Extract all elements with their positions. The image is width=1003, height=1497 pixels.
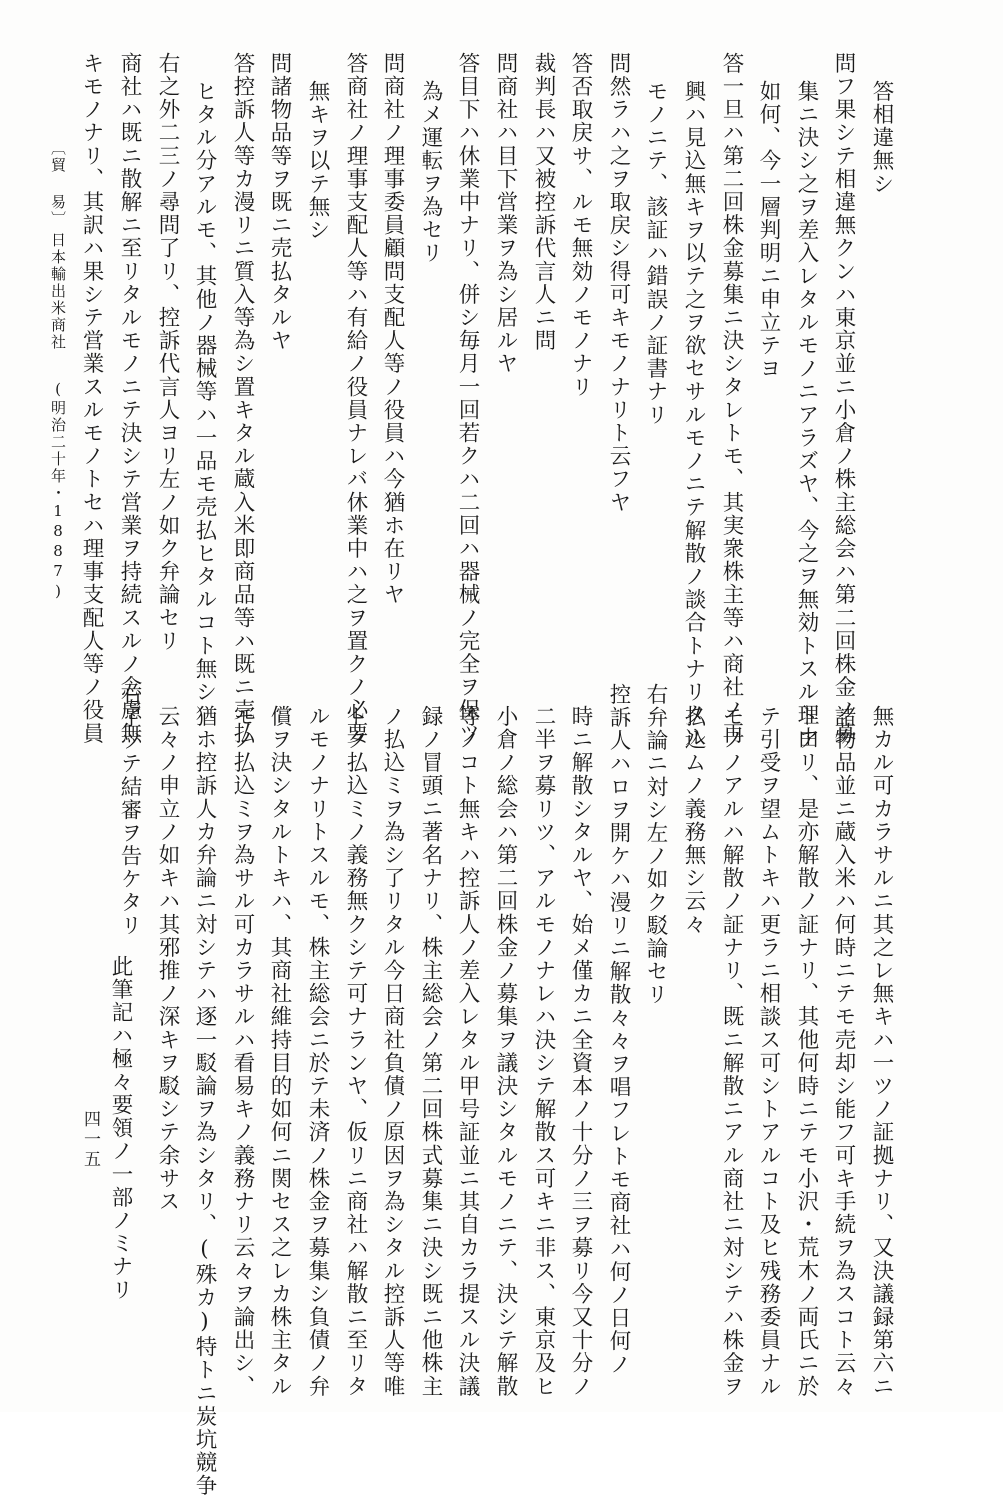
upper-line: 為メ運転ヲ為セリ [418,80,443,265]
running-head-company: 日本輸出米商社 [49,232,67,351]
lower-line: 償ヲ決シタルトキハ、其商社維持目的如何ニ関セス之レカ株主タル [267,705,292,1398]
upper-line: 問フ果シテ相違無クンハ東京並ニ小倉ノ株主総会ハ第二回株金ノ募 [831,52,856,745]
upper-line: 答目下ハ休業中ナリ、併シ毎月一回若クハ二回ハ器械ノ完全ヲ保ツ [455,52,480,745]
upper-line: 答控訴人等カ漫リニ質入等為シ置キタル蔵入米即商品等ハ既ニ売払 [230,52,255,745]
lower-line: 無カル可カラサルニ其之レ無キハ一ツノ証拠ナリ、又決議録第六ニ [869,705,894,1398]
upper-line: 答商社ノ理事支配人等ハ有給ノ役員ナレバ休業中ハ之ヲ置クノ必要 [343,52,368,745]
page-number: 四一五 [80,1110,100,1170]
upper-line: 商社ハ既ニ散解ニ至リタルモノニテ決シテ営業ヲ持続スルノ念慮無 [117,52,142,745]
lower-line: 時ニ解散シタルヤ、始メ僅カニ全資本ノ十分ノ三ヲ募リ今又十分ノ [568,705,593,1398]
lower-line: テ引受ヲ望ムトキハ更ラニ相談ス可シトアルコト及ヒ残務委員ナル [756,705,781,1398]
upper-line: 問商社ノ理事委員顧問支配人等ノ役員ハ今猶ホ在リヤ [380,52,405,607]
lower-line: モノノアルハ解散ノ証ナリ、既ニ解散ニアル商社ニ対シテハ株金ヲ [719,705,744,1398]
upper-line: 答一旦ハ第二回株金募集ニ決シタレトモ、其実衆株主等ハ商社ノ再 [719,52,744,745]
lower-line: ノ払込ミヲ為シ了リタル今日商社負債ノ原因ヲ為シタル控訴人等唯 [380,705,405,1398]
upper-line: 答相違無シ [869,80,894,196]
lower-line: 小倉ノ総会ハ第二回株金ノ募集ヲ議決シタルモノニテ、決シテ解散 [493,705,518,1398]
lower-line: モノ払込ミヲ為サル可カラサルハ看易キノ義務ナリ云々ヲ論出シ、 [230,705,255,1398]
upper-line: 答否取戻サ、ルモ無効ノモノナリ [568,52,593,399]
lower-line: トク払込ミノ義務無クシテ可ナランヤ、仮リニ商社ハ解散ニ至リタ [343,705,368,1398]
lower-line: 云々ノ申立ノ如キハ其邪推ノ深キヲ駁シテ余サス [155,705,180,1214]
lower-line: 猶ホ控訴人カ弁論ニ対シテハ逐一駁論ヲ為シタリ、(殊カ)特トニ炭坑競争 [192,705,217,1497]
lower-line: ルモノナリトスルモ、株主総会ニ於テ未済ノ株金ヲ募集シ負債ノ弁 [305,705,330,1398]
running-head-section: 〔貿 易〕 [49,140,67,228]
upper-line: 問然ラハ之ヲ取戻シ得可キモノナリト云フヤ [606,52,631,514]
upper-line: モノニテ、該証ハ錯誤ノ証書ナリ [643,80,668,427]
upper-line: キモノナリ、其訳ハ果シテ営業スルモノトセハ理事支配人等ノ役員 [79,52,104,745]
lower-line: 控訴人ハロヲ開ケハ漫リニ解散々々ヲ唱フレトモ商社ハ何ノ日何ノ [606,683,631,1376]
lower-line: 諸物品並ニ蔵入米ハ何時ニテモ売却シ能フ可キ手続ヲ為スコト云々 [831,705,856,1398]
closing-note: 此筆記ハ極々要領ノ一部ノミナリ [108,955,133,1302]
lower-line: 右弁論ニ対シ左ノ如ク駁論セリ [643,683,668,1007]
upper-line: 問諸物品等ヲ既ニ売払タルヤ [267,52,292,353]
upper-line: 如何、今一層判明ニ申立テヨ [756,80,781,381]
upper-line: 興ハ見込無キヲ以テ之ヲ欲セサルモノニテ解散ノ談合トナリタル [681,80,706,750]
lower-line: 録ノ冒頭ニ著名ナリ、株主総会ノ第二回株式募集ニ決シ既ニ他株主 [418,705,443,1398]
upper-line: ヒタル分アルモ、其他ノ器械等ハ一品モ売払ヒタルコト無シ [192,80,217,704]
lower-line: 等ノコト無キハ控訴人ノ差入レタル甲号証並ニ其自カラ提スル決議 [455,705,480,1398]
upper-line: 問商社ハ目下営業ヲ為シ居ルヤ [493,52,518,376]
lower-line: 右了ツテ結審ヲ告ケタリ [117,683,142,938]
upper-line: 右之外二三ノ尋問了リ、控訴代言人ヨリ左ノ如ク弁論セリ [155,52,180,653]
lower-line: トアリ、是亦解散ノ証ナリ、其他何時ニテモ小沢・荒木ノ両氏ニ於 [794,705,819,1398]
upper-line: 集ニ決シ之ヲ差入レタルモノニアラズヤ、今之ヲ無効トスル理由 [794,80,819,750]
upper-line: 無キヲ以テ無シ [305,80,330,242]
running-head-year: (明治二十年・1887) [49,380,67,602]
lower-line: 払込ムノ義務無シ云々 [681,705,706,936]
upper-line: 裁判長ハ又被控訴代言人ニ問 [531,52,556,353]
lower-line: 二半ヲ募リツ、アルモノナレハ決シテ解散ス可キニ非ス、東京及ヒ [531,705,556,1398]
